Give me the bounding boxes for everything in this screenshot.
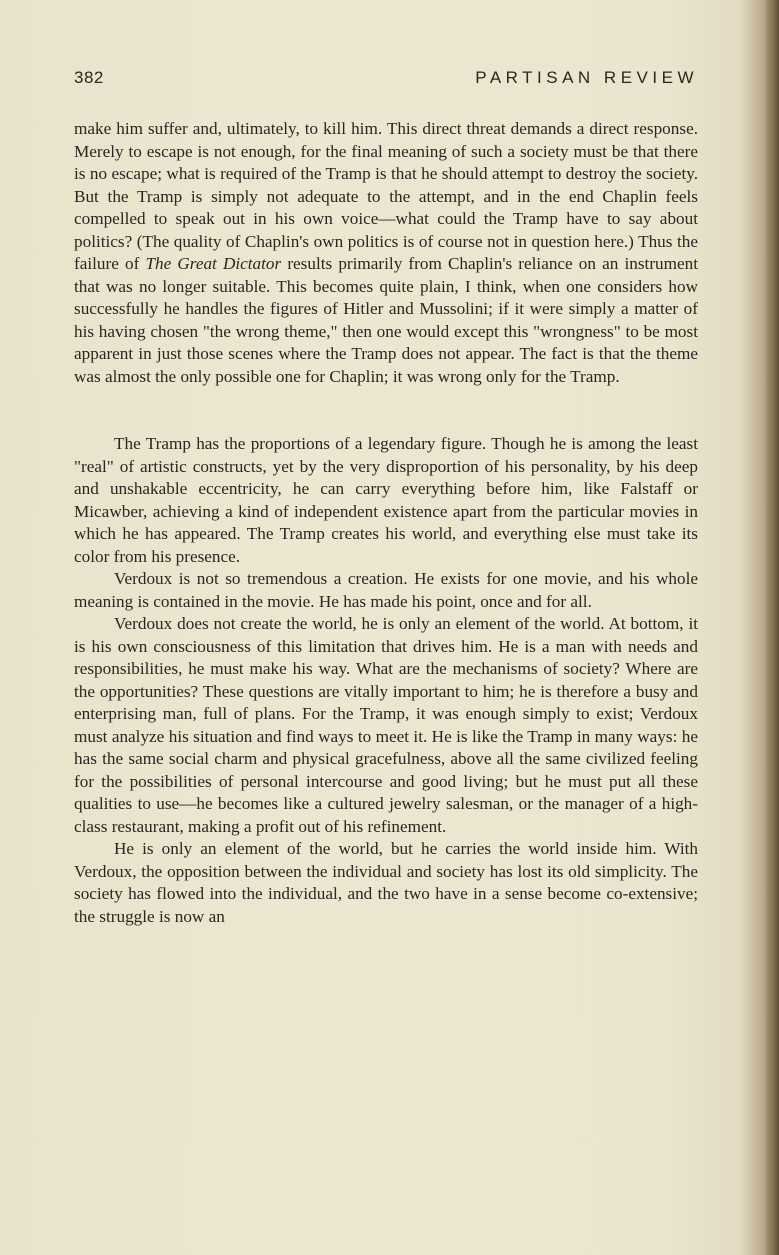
film-title-italic: The Great Dictator (145, 254, 282, 273)
paragraph-3: Verdoux is not so tremendous a creation. He exists for one movie, and his whole meaning is contained in the movie. He has made his point, once and for all. (74, 569, 698, 611)
book-spine-shadow (765, 0, 779, 1255)
section-break (74, 388, 698, 433)
paragraph-4: Verdoux does not create the world, he is only an element of the world. At bottom, it is his own consciousness of this limitation that drives him. He is a man with needs and responsibilities, he must make his way. What are the mechanisms of society? Where are the opportunities? These questions are vitally important to him; he is therefore a busy and enterprising man, full of plans. For the Tramp, it was enough simply to exist; Verdoux must analyze his situation and find ways to meet it. He is like the Tramp in many ways: he has the same social charm and physical gracefulness, above all the same civilized feeling for the possibilities of personal intercourse and good living; but he must put all these qualities to use—he becomes like a cultured jewelry salesman, or the manager of a high-class restaurant, making a profit out of his refinement. (74, 614, 698, 836)
paragraph-1 (74, 118, 698, 388)
paragraph-2: The Tramp has the proportions of a legendary figure. Though he is among the least "real" of artistic constructs, yet by the very disproportion of his personality, by his deep and unshakable eccentricity, he can carry everything before him, like Falstaff or Micawber, achieving a kind of independent existence apart from the particular movies in which he has appeared. The Tramp creates his world, and everything else must take its color from his presence. (74, 434, 698, 566)
body-text (74, 118, 698, 928)
paragraph-1-text-after: results primarily from Chaplin's reliance on an instrument that was no longer suitable. This becomes quite plain, I think, when one considers how successfully he handles the figures of Hitler and Mussolini; if it were simply a matter of his having chosen "the wrong theme," then one would except this "wrongness" to be most apparent in just those scenes where the Tramp does not appear. The fact is that the theme was almost the only possible one for Chaplin; it was wrong only for the Tramp. (74, 254, 699, 386)
running-head: PARTISAN REVIEW (475, 68, 698, 87)
page-number: 382 (74, 68, 104, 87)
paragraph-1-text-before: make him suffer and, ultimately, to kill him. This direct threat demands a direct response. Merely to escape is not enough, for the final meaning of such a society must be that there is no escape; what is required of the Tramp is that he should attempt to destroy the society. But the Tramp is simply not adequate to the attempt, and in the end Chaplin feels compelled to speak out in his own voice—what could the Tramp have to say about politics? (The quality of Chaplin's own politics is of course not in question here.) Thus the failure of (74, 119, 698, 273)
paragraph-5: He is only an element of the world, but he carries the world inside him. With Verdoux, the opposition between the individual and society has lost its old simplicity. The society has flowed into the individual, and the two have in a sense become co-extensive; the struggle is now an (74, 839, 698, 926)
page-header (74, 68, 698, 92)
